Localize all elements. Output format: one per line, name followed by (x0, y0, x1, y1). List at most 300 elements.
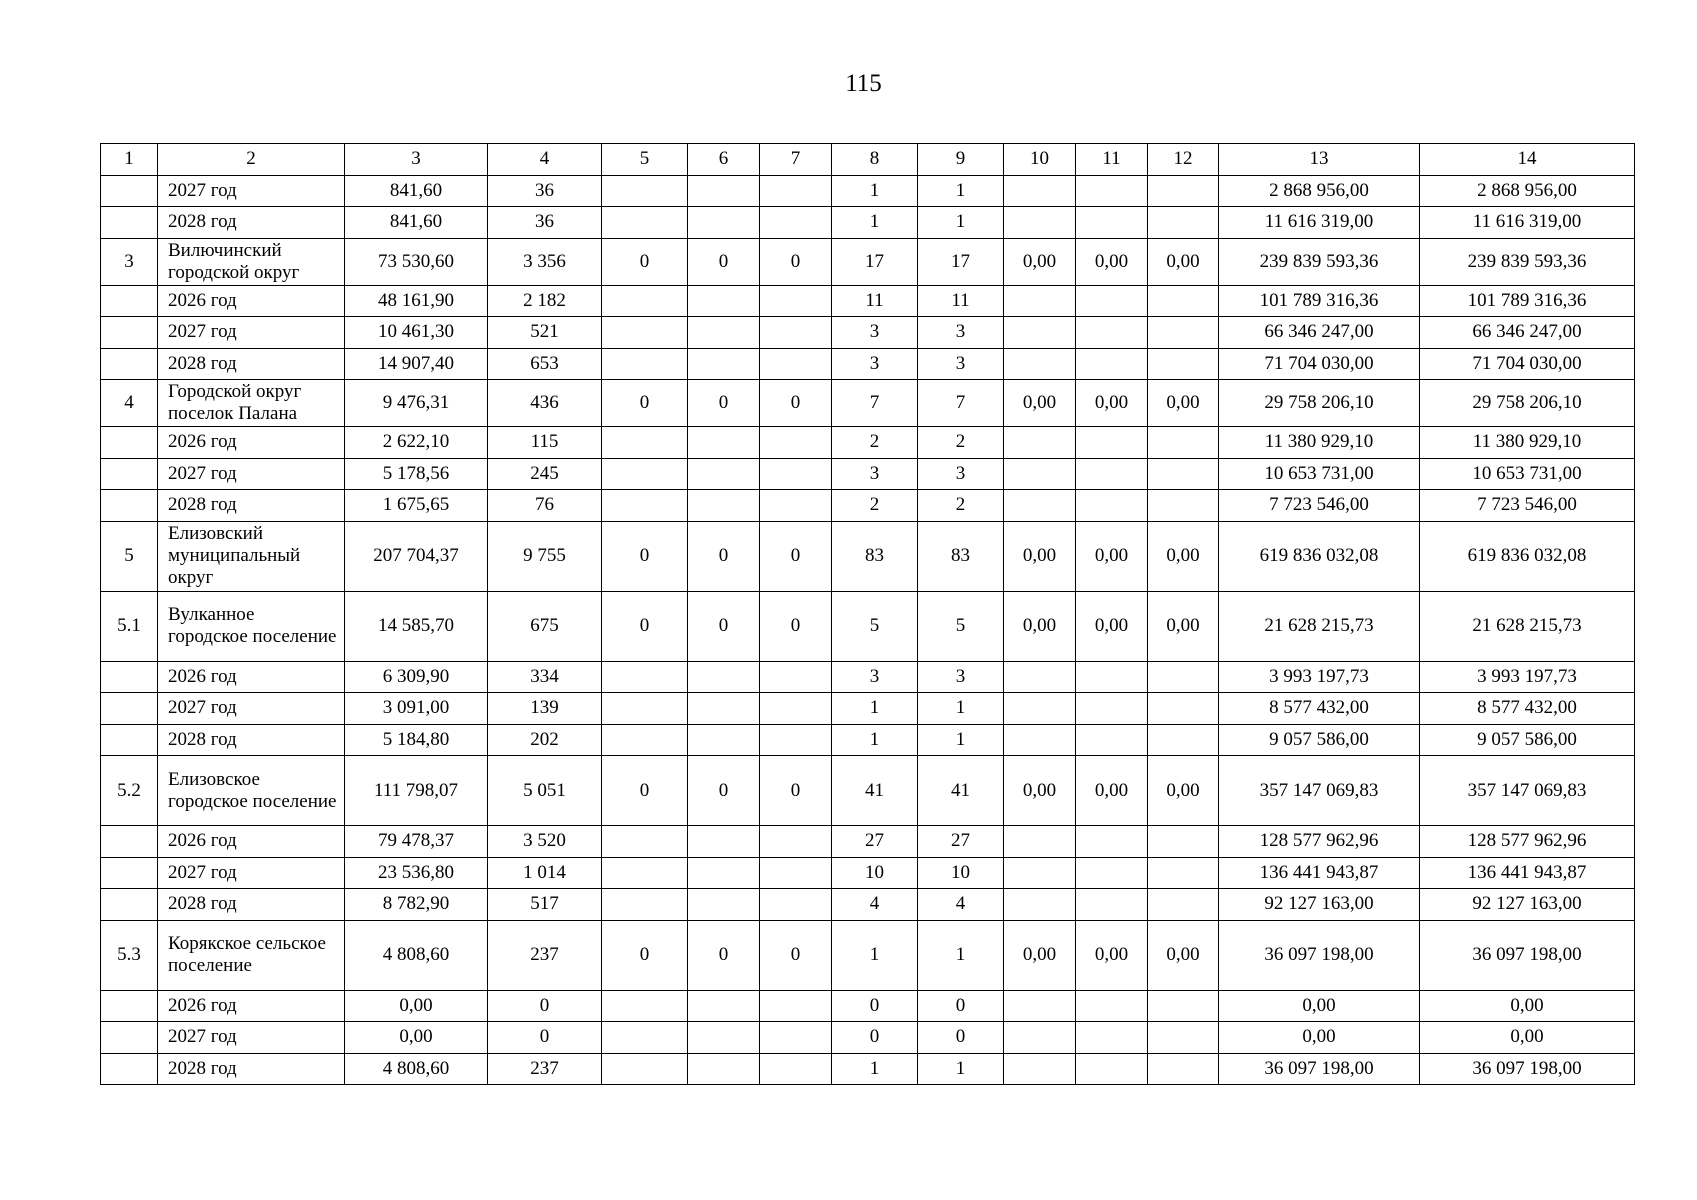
header-cell: 9 (918, 144, 1004, 176)
table-cell: 3 356 (488, 238, 602, 285)
table-cell: 9 476,31 (345, 380, 488, 427)
table-cell: 202 (488, 724, 602, 756)
header-cell: 3 (345, 144, 488, 176)
table-cell (688, 207, 760, 239)
table-cell (1004, 1053, 1076, 1085)
table-cell: 5.1 (101, 591, 158, 661)
table-cell: 0 (688, 238, 760, 285)
table-cell: 11 380 929,10 (1219, 427, 1420, 459)
table-cell (101, 207, 158, 239)
table-cell (1148, 317, 1219, 349)
table-cell (760, 207, 832, 239)
name-cell: 2026 год (158, 990, 345, 1022)
table-cell (1076, 427, 1148, 459)
table-cell: 41 (832, 756, 918, 826)
table-cell (1148, 175, 1219, 207)
table-cell (1076, 317, 1148, 349)
table-cell: 237 (488, 1053, 602, 1085)
table-cell: 139 (488, 693, 602, 725)
table-cell: 0 (760, 591, 832, 661)
table-cell (688, 693, 760, 725)
table-cell (602, 317, 688, 349)
table-cell: 9 057 586,00 (1219, 724, 1420, 756)
table-cell: 5.3 (101, 920, 158, 990)
table-cell: 0 (602, 521, 688, 591)
table-cell: 0,00 (1148, 756, 1219, 826)
table-cell: 128 577 962,96 (1219, 826, 1420, 858)
table-cell: 9 755 (488, 521, 602, 591)
table-cell: 0 (688, 920, 760, 990)
table-cell (760, 661, 832, 693)
table-row (101, 1053, 1635, 1085)
table-cell (760, 990, 832, 1022)
table-row (101, 427, 1635, 459)
table-row (101, 857, 1635, 889)
table-cell: 245 (488, 458, 602, 490)
table-cell: 3 (101, 238, 158, 285)
table-cell: 4 (101, 380, 158, 427)
table-cell (760, 889, 832, 921)
name-cell: 2028 год (158, 889, 345, 921)
table-cell (760, 317, 832, 349)
header-cell: 7 (760, 144, 832, 176)
table-cell (1004, 857, 1076, 889)
table-cell (1076, 285, 1148, 317)
table-cell (688, 990, 760, 1022)
table-cell (1148, 889, 1219, 921)
table-cell: 11 380 929,10 (1420, 427, 1635, 459)
table-cell: 0,00 (1076, 591, 1148, 661)
table-row (101, 458, 1635, 490)
table-cell: 11 (832, 285, 918, 317)
table-cell (688, 857, 760, 889)
table-cell (1076, 1053, 1148, 1085)
table-cell (1076, 207, 1148, 239)
table-cell (1004, 317, 1076, 349)
name-cell: 2027 год (158, 175, 345, 207)
table-cell: 101 789 316,36 (1420, 285, 1635, 317)
table-cell: 36 (488, 175, 602, 207)
table-row (101, 490, 1635, 522)
table-cell (1076, 490, 1148, 522)
table-cell: 5 184,80 (345, 724, 488, 756)
table-cell: 0 (602, 756, 688, 826)
table-row (101, 1022, 1635, 1054)
table-cell: 0 (602, 380, 688, 427)
table-cell (101, 1022, 158, 1054)
table-row (101, 207, 1635, 239)
table-cell: 17 (918, 238, 1004, 285)
name-cell: Городской округ поселок Палана (158, 380, 345, 427)
table-cell: 0,00 (1004, 521, 1076, 591)
table-cell: 0 (688, 521, 760, 591)
table-cell: 0,00 (1004, 380, 1076, 427)
table-cell: 0,00 (1004, 238, 1076, 285)
table-cell: 10 653 731,00 (1420, 458, 1635, 490)
table-cell: 0 (488, 990, 602, 1022)
table-cell: 0 (488, 1022, 602, 1054)
table-cell: 11 616 319,00 (1420, 207, 1635, 239)
table-cell: 3 520 (488, 826, 602, 858)
table-cell: 0 (760, 380, 832, 427)
table-cell: 653 (488, 348, 602, 380)
table-cell (760, 175, 832, 207)
table-cell: 0,00 (1420, 990, 1635, 1022)
table-cell: 841,60 (345, 207, 488, 239)
table-cell: 1 (918, 175, 1004, 207)
table-cell: 0 (918, 990, 1004, 1022)
name-cell: 2026 год (158, 661, 345, 693)
table-cell: 29 758 206,10 (1420, 380, 1635, 427)
table-cell: 92 127 163,00 (1420, 889, 1635, 921)
table-cell (1076, 1022, 1148, 1054)
table-cell (688, 1022, 760, 1054)
table-cell: 5 051 (488, 756, 602, 826)
table-row (101, 826, 1635, 858)
table-cell: 111 798,07 (345, 756, 488, 826)
table-cell: 1 (832, 207, 918, 239)
table-cell: 0,00 (345, 990, 488, 1022)
header-cell: 5 (602, 144, 688, 176)
table-cell: 0,00 (1148, 591, 1219, 661)
name-cell: 2028 год (158, 348, 345, 380)
table-cell (1076, 693, 1148, 725)
table-cell: 3 091,00 (345, 693, 488, 725)
table-cell: 619 836 032,08 (1219, 521, 1420, 591)
table-cell: 48 161,90 (345, 285, 488, 317)
table-cell (1148, 1022, 1219, 1054)
table-cell: 3 (918, 317, 1004, 349)
table-cell: 3 (832, 458, 918, 490)
table-cell: 29 758 206,10 (1219, 380, 1420, 427)
table-cell: 521 (488, 317, 602, 349)
header-cell: 14 (1420, 144, 1635, 176)
table-cell (1004, 175, 1076, 207)
name-cell: 2028 год (158, 724, 345, 756)
table-cell: 0,00 (1076, 920, 1148, 990)
table-cell: 0,00 (1004, 756, 1076, 826)
table-cell: 0 (760, 238, 832, 285)
table-row (101, 348, 1635, 380)
table-cell (1004, 724, 1076, 756)
header-cell: 2 (158, 144, 345, 176)
table-cell: 5 (101, 521, 158, 591)
table-cell: 2 (832, 427, 918, 459)
table-cell (760, 427, 832, 459)
table-cell (688, 458, 760, 490)
table-cell: 27 (918, 826, 1004, 858)
table-cell (688, 661, 760, 693)
table-cell: 27 (832, 826, 918, 858)
table-cell: 23 536,80 (345, 857, 488, 889)
table-row (101, 175, 1635, 207)
table-cell: 71 704 030,00 (1420, 348, 1635, 380)
table-cell (688, 889, 760, 921)
table-cell: 136 441 943,87 (1219, 857, 1420, 889)
table-cell: 4 (832, 889, 918, 921)
table-cell: 517 (488, 889, 602, 921)
table-cell: 7 723 546,00 (1420, 490, 1635, 522)
table-cell (101, 175, 158, 207)
table-cell: 4 808,60 (345, 920, 488, 990)
table-cell (602, 175, 688, 207)
table-cell (602, 889, 688, 921)
table-cell: 8 782,90 (345, 889, 488, 921)
table-cell: 36 (488, 207, 602, 239)
table-cell: 0 (602, 591, 688, 661)
table-cell (688, 317, 760, 349)
table-cell (602, 490, 688, 522)
table-row (101, 238, 1635, 285)
table-cell (688, 490, 760, 522)
table-cell: 5.2 (101, 756, 158, 826)
table-cell: 0,00 (1219, 990, 1420, 1022)
table-cell (1148, 724, 1219, 756)
table-cell: 2 (918, 427, 1004, 459)
table-cell: 5 178,56 (345, 458, 488, 490)
table-cell: 3 (832, 348, 918, 380)
table-cell (1004, 458, 1076, 490)
table-cell (1004, 285, 1076, 317)
table-cell (760, 693, 832, 725)
table-header (101, 144, 1635, 176)
table-cell: 14 907,40 (345, 348, 488, 380)
table-cell: 3 (918, 348, 1004, 380)
table-cell (688, 826, 760, 858)
table-cell: 136 441 943,87 (1420, 857, 1635, 889)
table-cell: 0,00 (1219, 1022, 1420, 1054)
table-cell: 0 (602, 920, 688, 990)
table-cell (101, 1053, 158, 1085)
table-cell (760, 490, 832, 522)
table-cell: 10 653 731,00 (1219, 458, 1420, 490)
table-cell: 41 (918, 756, 1004, 826)
table-cell (101, 661, 158, 693)
table-cell (760, 1053, 832, 1085)
table-cell (760, 857, 832, 889)
table-cell: 675 (488, 591, 602, 661)
table-cell (101, 990, 158, 1022)
table-cell: 2 622,10 (345, 427, 488, 459)
table-cell: 8 577 432,00 (1219, 693, 1420, 725)
name-cell: 2027 год (158, 458, 345, 490)
table-cell (1076, 857, 1148, 889)
table-cell: 2 182 (488, 285, 602, 317)
table-cell: 0 (832, 990, 918, 1022)
table-cell (1076, 348, 1148, 380)
table-cell (760, 348, 832, 380)
name-cell: Елизовский муниципальный округ (158, 521, 345, 591)
table-cell (1076, 826, 1148, 858)
table-row (101, 661, 1635, 693)
name-cell: 2027 год (158, 1022, 345, 1054)
table-body (101, 175, 1635, 1085)
table-cell: 0,00 (1076, 380, 1148, 427)
table-cell: 357 147 069,83 (1420, 756, 1635, 826)
table-cell: 2 (832, 490, 918, 522)
table-cell (1076, 661, 1148, 693)
table-cell: 76 (488, 490, 602, 522)
table-cell (1148, 348, 1219, 380)
name-cell: 2026 год (158, 427, 345, 459)
table-cell: 0,00 (1004, 920, 1076, 990)
table-cell: 101 789 316,36 (1219, 285, 1420, 317)
table-cell (760, 458, 832, 490)
table-cell: 21 628 215,73 (1219, 591, 1420, 661)
table-cell (602, 724, 688, 756)
table-cell (1004, 490, 1076, 522)
table-cell (1148, 207, 1219, 239)
page-number: 115 (845, 70, 882, 97)
table-cell: 1 675,65 (345, 490, 488, 522)
table-cell: 11 (918, 285, 1004, 317)
table-cell (101, 490, 158, 522)
table-cell: 2 868 956,00 (1420, 175, 1635, 207)
table-cell (1076, 889, 1148, 921)
table-cell: 239 839 593,36 (1219, 238, 1420, 285)
table-cell: 17 (832, 238, 918, 285)
table-cell: 0 (688, 756, 760, 826)
table-cell (1004, 661, 1076, 693)
table-cell (602, 285, 688, 317)
table-cell: 0,00 (345, 1022, 488, 1054)
table-cell: 7 (832, 380, 918, 427)
name-cell: 2028 год (158, 1053, 345, 1085)
table-cell: 9 057 586,00 (1420, 724, 1635, 756)
table-cell (760, 1022, 832, 1054)
table-row (101, 591, 1635, 661)
header-cell: 11 (1076, 144, 1148, 176)
table-cell: 4 808,60 (345, 1053, 488, 1085)
table-cell: 21 628 215,73 (1420, 591, 1635, 661)
table-cell: 3 (832, 317, 918, 349)
table-cell: 1 (832, 175, 918, 207)
table-cell: 7 (918, 380, 1004, 427)
table-cell: 3 (918, 458, 1004, 490)
table-cell (1148, 990, 1219, 1022)
header-cell: 8 (832, 144, 918, 176)
table-cell: 334 (488, 661, 602, 693)
header-row (101, 144, 1635, 176)
table-cell: 7 723 546,00 (1219, 490, 1420, 522)
table-cell (101, 693, 158, 725)
table-row (101, 693, 1635, 725)
table-cell (1076, 458, 1148, 490)
table-cell: 3 (918, 661, 1004, 693)
table-cell: 115 (488, 427, 602, 459)
table-cell (1004, 207, 1076, 239)
table-cell: 3 993 197,73 (1219, 661, 1420, 693)
table-cell (1148, 661, 1219, 693)
table-cell: 2 868 956,00 (1219, 175, 1420, 207)
table-cell (688, 348, 760, 380)
table-cell (602, 693, 688, 725)
table-cell: 2 (918, 490, 1004, 522)
table-cell (760, 285, 832, 317)
table-cell: 1 014 (488, 857, 602, 889)
table-row (101, 521, 1635, 591)
table-cell: 36 097 198,00 (1219, 920, 1420, 990)
table-cell: 36 097 198,00 (1219, 1053, 1420, 1085)
table-row (101, 990, 1635, 1022)
table-cell (1148, 826, 1219, 858)
table-cell (1148, 458, 1219, 490)
table-cell: 1 (832, 920, 918, 990)
table-cell (101, 458, 158, 490)
table-cell: 0,00 (1004, 591, 1076, 661)
table-cell (101, 348, 158, 380)
table-cell (688, 285, 760, 317)
table-cell: 14 585,70 (345, 591, 488, 661)
table-cell: 66 346 247,00 (1420, 317, 1635, 349)
table-cell: 1 (918, 1053, 1004, 1085)
table-cell: 10 (832, 857, 918, 889)
table-cell: 10 461,30 (345, 317, 488, 349)
table-cell: 0,00 (1148, 238, 1219, 285)
name-cell: 2026 год (158, 285, 345, 317)
table-cell: 1 (918, 207, 1004, 239)
table-cell (1004, 826, 1076, 858)
table-cell (1076, 990, 1148, 1022)
name-cell: 2028 год (158, 207, 345, 239)
table-cell: 237 (488, 920, 602, 990)
table-row (101, 285, 1635, 317)
table-cell: 66 346 247,00 (1219, 317, 1420, 349)
table-cell: 83 (832, 521, 918, 591)
table-cell (1148, 1053, 1219, 1085)
table-cell: 0,00 (1076, 756, 1148, 826)
table-cell: 0 (688, 380, 760, 427)
table-cell (688, 1053, 760, 1085)
data-table (100, 143, 1635, 1085)
table-cell: 3 (832, 661, 918, 693)
table-cell (602, 990, 688, 1022)
name-cell: 2027 год (158, 693, 345, 725)
table-cell: 0 (760, 756, 832, 826)
header-cell: 13 (1219, 144, 1420, 176)
table-cell (602, 427, 688, 459)
table-cell: 5 (918, 591, 1004, 661)
table-cell (602, 458, 688, 490)
table-cell: 0,00 (1148, 380, 1219, 427)
table-cell (1148, 693, 1219, 725)
name-cell: Елизовское городское поселение (158, 756, 345, 826)
table-cell (101, 889, 158, 921)
table-cell (1148, 490, 1219, 522)
table-row (101, 724, 1635, 756)
table-cell (602, 348, 688, 380)
table-cell: 436 (488, 380, 602, 427)
table-cell (1004, 990, 1076, 1022)
table-cell: 83 (918, 521, 1004, 591)
table-cell: 0 (918, 1022, 1004, 1054)
table-cell (101, 724, 158, 756)
table-cell: 92 127 163,00 (1219, 889, 1420, 921)
table-cell (602, 1053, 688, 1085)
table-cell (1004, 693, 1076, 725)
table-cell: 4 (918, 889, 1004, 921)
table-cell (101, 285, 158, 317)
table-cell: 5 (832, 591, 918, 661)
table-cell: 1 (832, 1053, 918, 1085)
table-cell: 8 577 432,00 (1420, 693, 1635, 725)
table-cell: 79 478,37 (345, 826, 488, 858)
table-cell: 0 (760, 521, 832, 591)
table-cell (1004, 1022, 1076, 1054)
table-row (101, 380, 1635, 427)
table-cell (101, 826, 158, 858)
table-row (101, 317, 1635, 349)
